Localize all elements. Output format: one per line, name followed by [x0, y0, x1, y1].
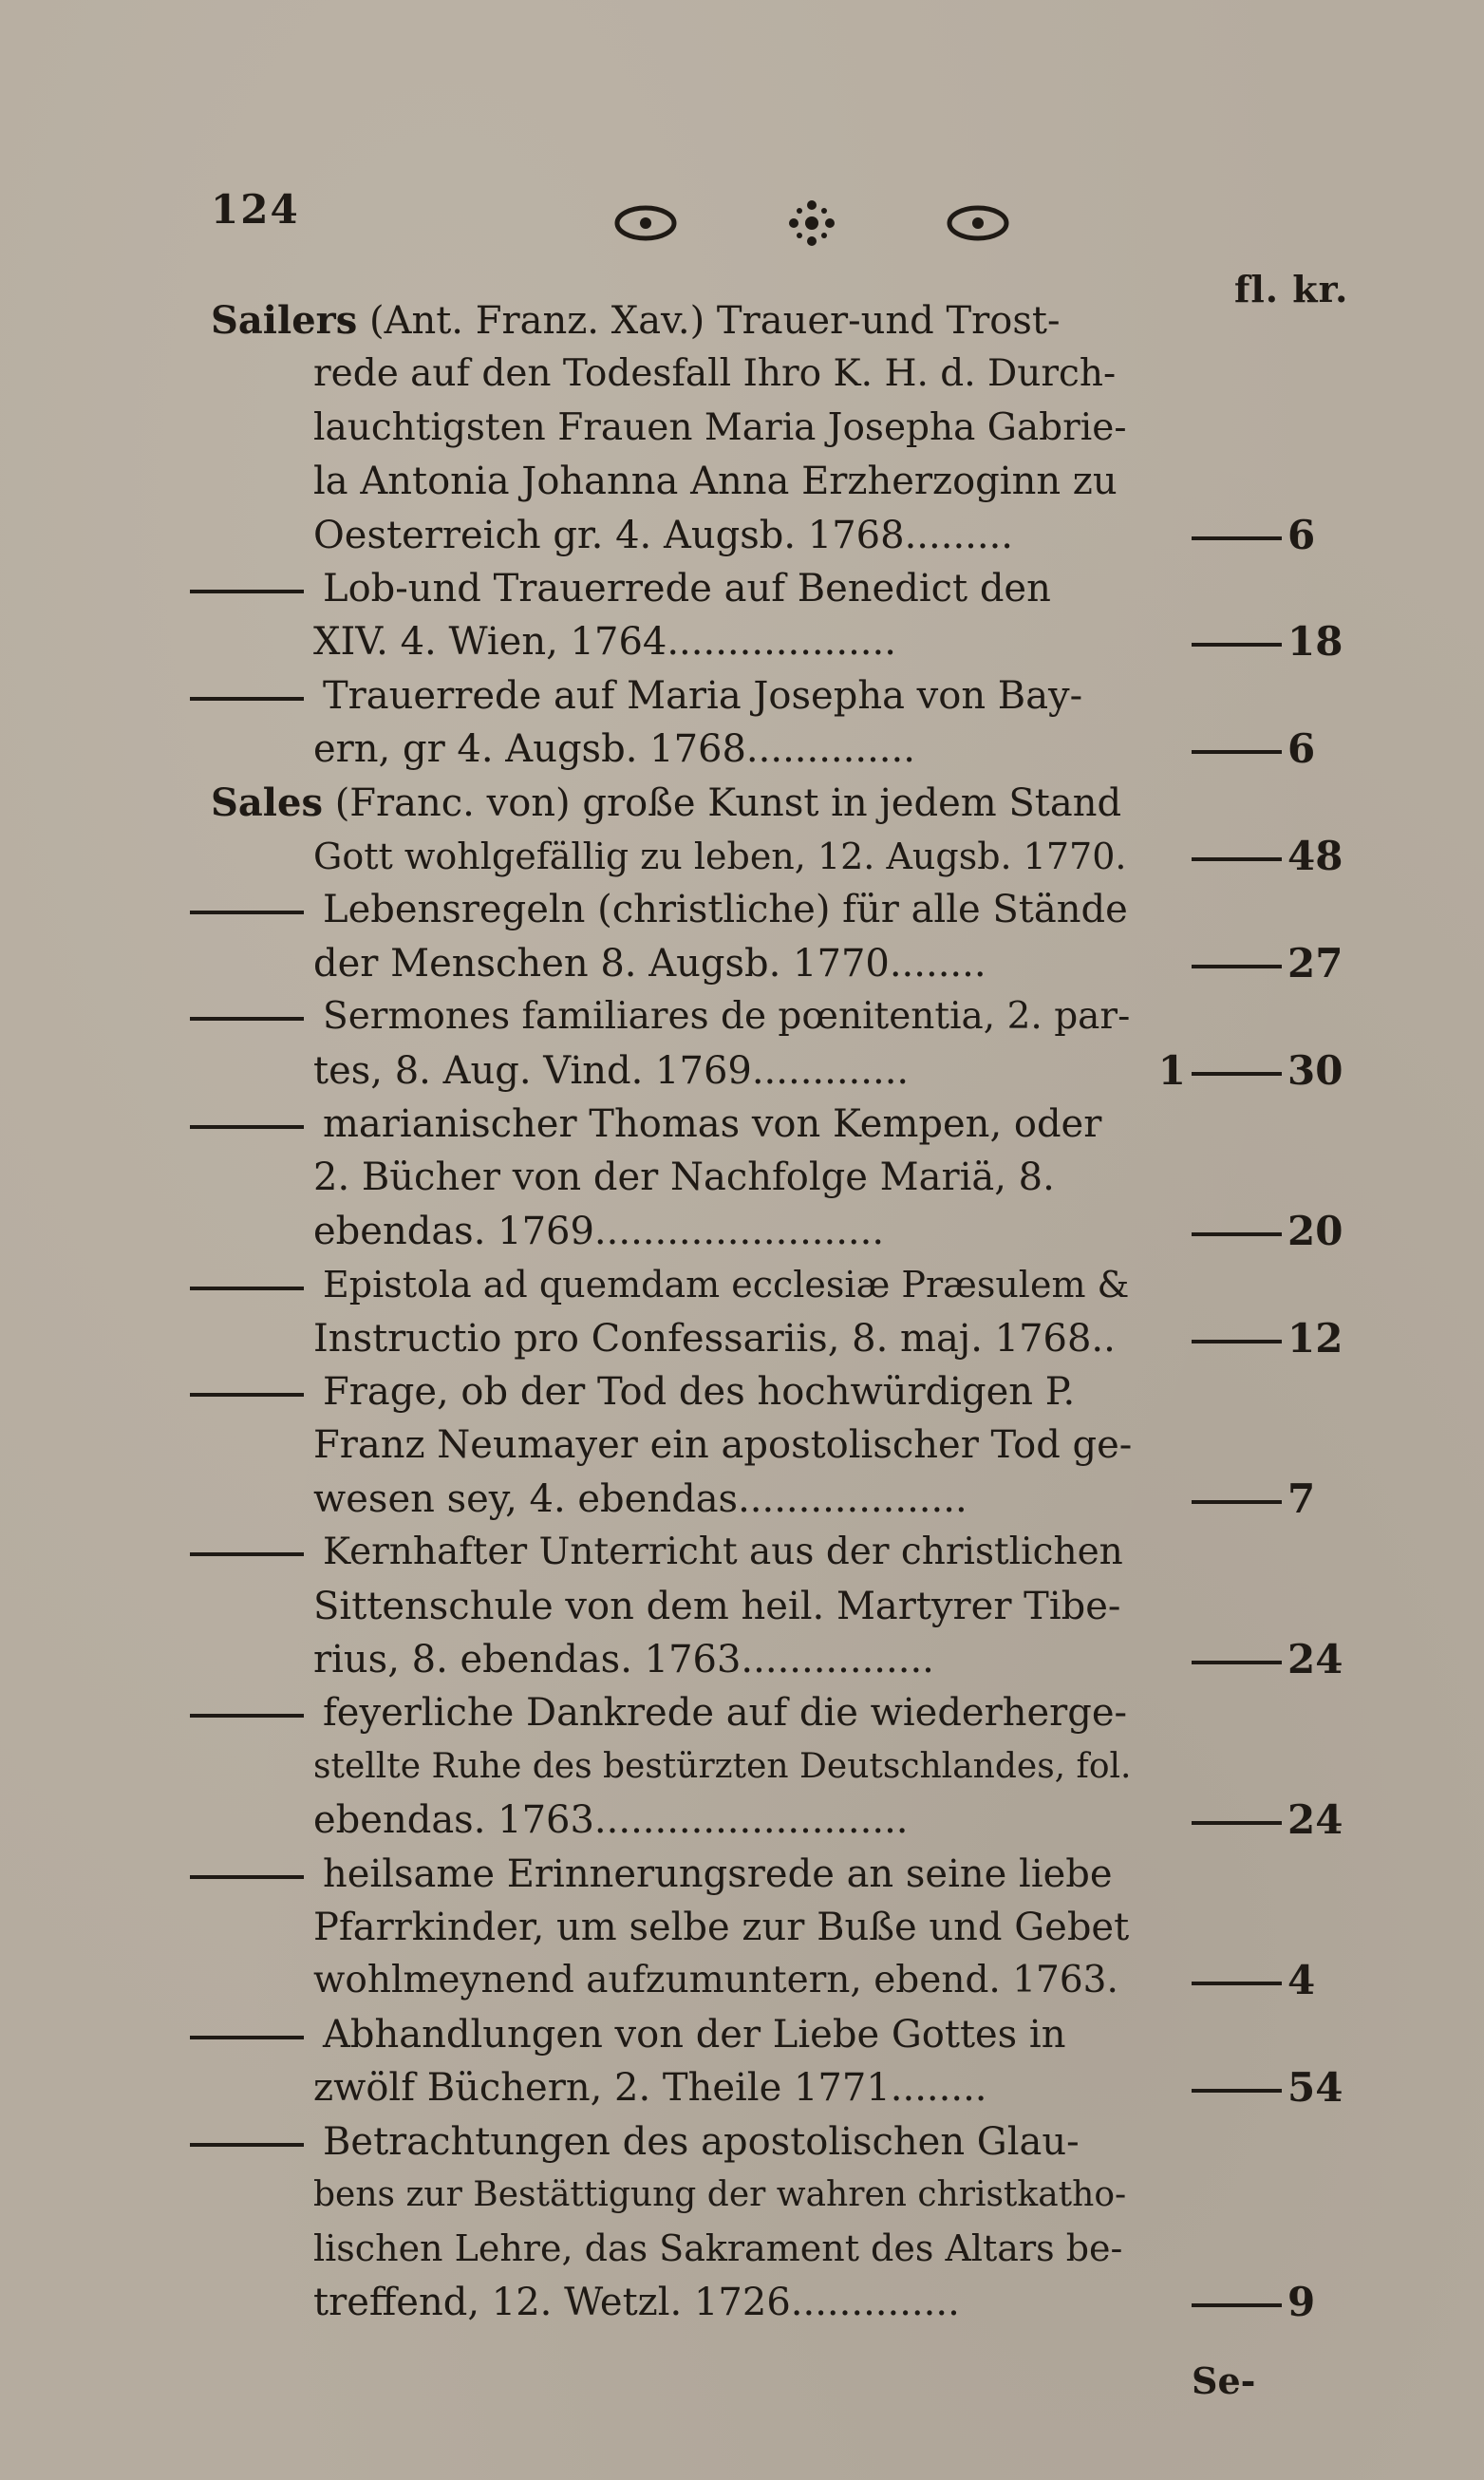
entry-text-line: der Menschen 8. Augsb. 1770........ — [313, 941, 986, 986]
price-dash — [1192, 965, 1282, 968]
entry-text-line: heilsame Erinnerungsrede an seine liebe — [323, 1851, 1113, 1896]
entry-text-line: Gott wohlgefällig zu leben, 12. Augsb. 1770. — [313, 836, 1127, 877]
ditto-dash — [190, 1552, 304, 1556]
price-kreuzer: 30 — [1287, 1046, 1343, 1094]
entry-text-line: Sermones familiares de pœnitentia, 2. par- — [323, 995, 1131, 1039]
entry-text-line: (Ant. Franz. Xav.) Trauer-und Trost- — [368, 299, 1061, 343]
ditto-dash — [190, 1714, 304, 1718]
price-dash — [1192, 1340, 1282, 1343]
price — [1154, 1044, 1353, 1098]
price-kreuzer: 18 — [1287, 618, 1343, 666]
price-dash — [1192, 1982, 1282, 1985]
entry-text-line: Lebensregeln (christliche) für alle Stände — [323, 888, 1128, 932]
ditto-dash — [190, 697, 304, 701]
entry-text-line: Pfarrkinder, um selbe zur Buße und Gebet — [313, 1906, 1130, 1949]
page-number: 124 — [211, 186, 300, 233]
entry-text-line: treffend, 12. Wetzl. 1726.............. — [313, 2280, 960, 2324]
price-dash — [1192, 1072, 1282, 1076]
ditto-dash — [190, 590, 304, 593]
entry-text-line: la Antonia Johanna Anna Erzherzoginn zu — [313, 460, 1118, 504]
entry-text-line: Kernhafter Unterricht aus der christlichen — [323, 1531, 1123, 1574]
entry-text-line: tes, 8. Aug. Vind. 1769............. — [313, 1048, 910, 1093]
price — [1154, 615, 1353, 668]
author-name: Sailers — [211, 298, 358, 343]
entry-text-line: bens zur Bestättigung der wahren christkatho- — [313, 2175, 1127, 2214]
price-kreuzer: 12 — [1287, 1314, 1343, 1362]
price-dash — [1192, 1232, 1282, 1236]
price-dash — [1192, 750, 1282, 754]
price-kreuzer: 48 — [1287, 833, 1343, 879]
entry-text-line: (Franc. von) große Kunst in jedem Stand — [334, 780, 1122, 825]
price — [1154, 830, 1353, 883]
ditto-dash — [190, 1017, 304, 1021]
price — [1154, 1312, 1353, 1365]
entry-text-line: Epistola ad quemdam ecclesiæ Præsulem & — [323, 1264, 1130, 1306]
entry-text-line: Betrachtungen des apostolischen Glau- — [323, 2119, 1080, 2164]
ditto-dash — [190, 1125, 304, 1129]
price — [1154, 2061, 1353, 2114]
ditto-dash — [190, 1875, 304, 1879]
price — [1154, 937, 1353, 990]
entry-text-line: lischen Lehre, das Sakrament des Altars be- — [313, 2227, 1123, 2270]
author-name: Sales — [211, 780, 323, 825]
entry-text-line: Abhandlungen von der Liebe Gottes in — [323, 2012, 1066, 2057]
price-kreuzer: 6 — [1287, 511, 1316, 558]
price — [1154, 723, 1353, 776]
price-dash — [1192, 1821, 1282, 1825]
entry-text-line: zwölf Büchern, 2. Theile 1771........ — [313, 2066, 987, 2111]
price-kreuzer: 9 — [1287, 2278, 1316, 2325]
entry-text-line: Franz Neumayer ein apostolischer Tod ge- — [313, 1423, 1133, 1468]
price — [1154, 1205, 1353, 1258]
entry-text-line: Trauerrede auf Maria Josepha von Bay- — [323, 673, 1083, 718]
entry-text-line: Sittenschule von dem heil. Martyrer Tibe- — [313, 1584, 1121, 1628]
ditto-dash — [190, 1287, 304, 1290]
entry-text-line: ern, gr 4. Augsb. 1768.............. — [313, 727, 915, 772]
price-kreuzer: 54 — [1287, 2064, 1343, 2112]
price — [1154, 509, 1353, 562]
price — [1154, 1794, 1353, 1847]
ditto-dash — [190, 911, 304, 914]
entry-text-line: marianischer Thomas von Kempen, oder — [323, 1102, 1102, 1146]
entry-text-line: Lob-und Trauerrede auf Benedict den — [323, 567, 1051, 611]
price-kreuzer: 27 — [1287, 939, 1343, 986]
entry-text-line: 2. Bücher von der Nachfolge Mariä, 8. — [313, 1155, 1055, 1200]
entry-text-line: rede auf den Todesfall Ihro K. H. d. Durch- — [313, 352, 1117, 396]
entry-text-line: ebendas. 1769........................ — [313, 1209, 885, 1253]
entry-text-line: Frage, ob der Tod des hochwürdigen P. — [323, 1370, 1076, 1414]
entry-text-line: ebendas. 1763.......................... — [313, 1798, 909, 1843]
entry-text-line: stellte Ruhe des bestürzten Deutschlandes, fol. — [313, 1746, 1132, 1786]
price-dash — [1192, 1661, 1282, 1664]
price-kreuzer: 4 — [1287, 1957, 1316, 2004]
price-kreuzer: 24 — [1287, 1636, 1343, 1682]
price — [1154, 2276, 1353, 2329]
entry-text-line: wesen sey, 4. ebendas................... — [313, 1476, 967, 1521]
ditto-dash — [190, 1393, 304, 1397]
entry-text-line: wohlmeynend aufzumuntern, ebend. 1763. — [313, 1959, 1118, 2002]
price-florin: 1 — [1157, 1046, 1186, 1094]
entry-text-line: feyerliche Dankrede auf die wiederherge- — [323, 1691, 1128, 1736]
price-kreuzer: 6 — [1287, 725, 1316, 773]
price — [1154, 1633, 1353, 1686]
price-kreuzer: 24 — [1287, 1796, 1343, 1844]
price-kreuzer: 20 — [1287, 1207, 1343, 1254]
price-dash — [1192, 2303, 1282, 2307]
price-dash — [1192, 2089, 1282, 2093]
ditto-dash — [190, 2143, 304, 2147]
price-dash — [1192, 857, 1282, 861]
entry-text-line: lauchtigsten Frauen Maria Josepha Gabrie- — [313, 405, 1127, 449]
currency-column-header: fl. kr. — [1234, 268, 1349, 310]
price-dash — [1192, 643, 1282, 647]
entry-text-line: Oesterreich gr. 4. Augsb. 1768......... — [313, 513, 1014, 557]
entry-text-line: rius, 8. ebendas. 1763................ — [313, 1638, 934, 1682]
ditto-dash — [190, 2036, 304, 2039]
entry-text-line: XIV. 4. Wien, 1764................... — [313, 620, 896, 665]
entry-text-line: Instructio pro Confessariis, 8. maj. 1768.. — [313, 1316, 1116, 1361]
price-dash — [1192, 1500, 1282, 1504]
price — [1154, 1473, 1353, 1526]
price-dash — [1192, 536, 1282, 540]
price-kreuzer: 7 — [1287, 1475, 1316, 1522]
price — [1154, 1954, 1353, 2007]
catchword: Se- — [1192, 2359, 1256, 2402]
